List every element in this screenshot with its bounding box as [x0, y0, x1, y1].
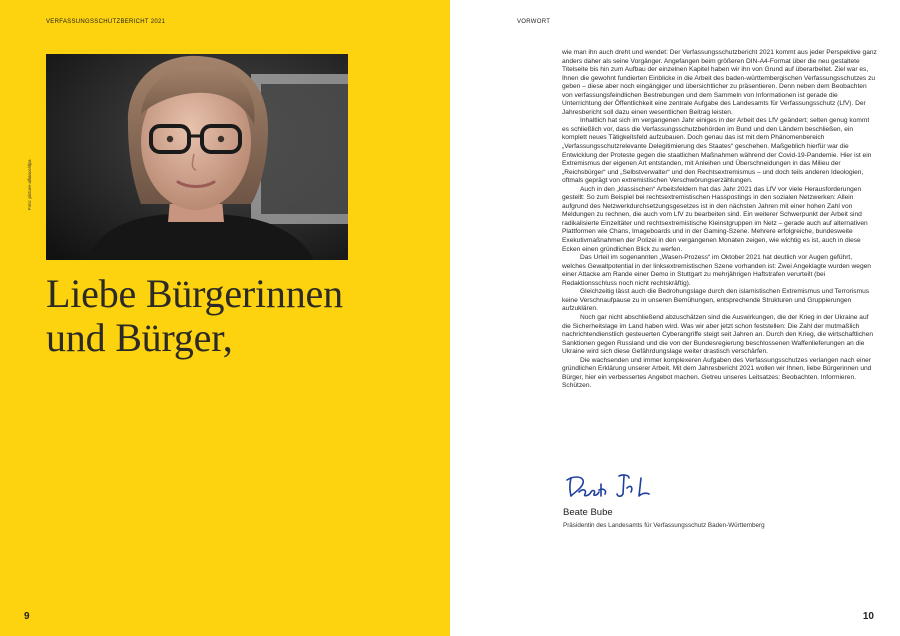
portrait-photo: [46, 54, 348, 260]
paragraph: Gleichzeitig lässt auch die Bedrohungslage durch den islamistischen Extremismus und Terrorismus keine Verschnaufpause zu in unseren Bemühungen, entsprechende Strukturen und Gruppierungen aufzuklären.: [562, 288, 870, 313]
paragraph: Noch gar nicht abschließend abzuschätzen sind die Auswirkungen, die der Krieg in der Ukraine auf die Sicherheitslage im Land haben wird. Was wir aber jetzt schon feststellen: Die Zahl der mutmaßlich nachrichtendienstlich gesteuerten Cyberangriffe steigt seit Jahren an. Durch den Krieg, die wirtschaftlichen Sanktionen gegen Russland und die von der Bundesregierung beschlossenen Waffenlieferungen an die Ukraine wird sich diese Gefährdungslage weiter drastisch verschärfen.: [562, 313, 874, 356]
headline-line-2: und Bürger,: [46, 315, 233, 360]
page-number-right: 10: [862, 611, 874, 622]
paragraph: Das Urteil im sogenannten „Wasen-Prozess“ im Oktober 2021 hat deutlich vor Augen geführt, welches Gewaltpotential in der linksextremistischen Szene vorhanden ist: Zwei Angeklagte wurden wegen einer Attacke am Rande einer Demo in Stuttgart zu mehrjährigen Haftstrafen verurteilt (bei Redaktionsschluss noch nicht rechtskräftig).: [562, 254, 871, 287]
headline: [46, 272, 436, 360]
paragraph: Die wachsenden und immer komplexeren Aufgaben des Verfassungsschutzes verlangen nach einer gründlichen Erklärung unserer Arbeit. Mit dem Jahresbericht 2021 wollen wir Ihnen, liebe Bürgerinnen und Bürger, hier ein verbessertes Angebot machen. Getreu unseres Leitsatzes: Beobachten. Informieren. Schützen.: [562, 356, 872, 390]
photo-credit: Foto: picture-alliance/dpa: [27, 159, 32, 210]
page-number-left: 9: [24, 611, 30, 622]
foreword-body: [562, 49, 877, 391]
paragraph: Auch in den „klassischen“ Arbeitsfeldern hat das Jahr 2021 das LfV vor viele Herausforderungen gestellt: So zum Beispiel bei rechtsextremistischen Hasspostings in den sozialen Netzwerken: Allein aufgrund des Netzwerkdurchsetzungsgesetzes ist in den nächsten Jahren mit einer hohen Zahl von Meldungen zu rechnen, die auch vom LfV zu bearbeiten sind. Ein weiterer Schwerpunkt der Arbeit sind radikalisierte Einzeltäter und rechtsextremistische Kleinstgruppen im Netz – gerade auch auf alternativen Plattformen wie Chans, Imageboards und in der Gaming-Szene. Mehrere erfolgreiche, bundesweite Exekutivmaßnahmen der Polizei in den vergangenen Monaten zeigen, wie wichtig es ist, auch in diese Ecken einen gründlichen Blick zu werfen.: [562, 185, 868, 253]
paragraph: Inhaltlich hat sich im vergangenen Jahr einiges in der Arbeit des LfV geändert; selten genug kommt es schließlich vor, dass die Verfassungsschutzbehörden im Bund und den Ländern beschließen, ein komplett neues Tätigkeitsfeld aufzubauen. Doch genau das ist mit dem Phänomenbereich „Verfassungsschutzrelevante Delegitimierung des Staates“ geschehen. Maßgeblich hierfür war die Entwicklung der Proteste gegen die staatlichen Maßnahmen während der Covid-19-Pandemie. Hier ist ein Extremismus der eigenen Art entstanden, mit Anleihen und Überschneidungen in das Milieu der „Reichsbürger“ und „Selbstverwalter“ und den Rechtsextremismus – und doch teils anderen Ideologien, oftmals geprägt von extremistischen Verschwörungserzählungen.: [562, 117, 872, 185]
running-head-right: VORWORT: [517, 19, 551, 25]
handwritten-signature: [563, 470, 663, 504]
signer-name: Beate Bube: [563, 507, 613, 518]
headline-line-1: Liebe Bürgerinnen: [46, 271, 343, 316]
running-head-left: VERFASSUNGSSCHUTZBERICHT 2021: [46, 19, 166, 25]
paragraph: wie man ihn auch dreht und wendet: Der Verfassungsschutzbericht 2021 kommt aus jeder Perspektive ganz anders daher als seine Vorgänger. Angefangen beim größeren DIN-A4-Format über die neu gestaltete Titelseite bis hin zum Aufbau der einzelnen Kapitel haben wir ihn von Grund auf überarbeitet. Ziel war es, Ihnen die gewohnt fundierten Einblicke in die Arbeit des baden-württembergischen Verfassungsschutzes zu geben – diese aber noch eingängiger und übersichtlicher zu präsentieren. Denn neben dem Beobachten von verfassungsfeindlichen Bestrebungen und dem Sammeln von Informationen ist gerade die Unterrichtung der Öffentlichkeit eine zentrale Aufgabe des Landesamts für Verfassungsschutz (LfV). Der Jahresbericht soll dazu einen wesentlichen Beitrag leisten.: [562, 49, 877, 116]
signer-title: Präsidentin des Landesamts für Verfassungsschutz Baden-Württemberg: [563, 522, 765, 529]
right-page: [450, 0, 900, 636]
